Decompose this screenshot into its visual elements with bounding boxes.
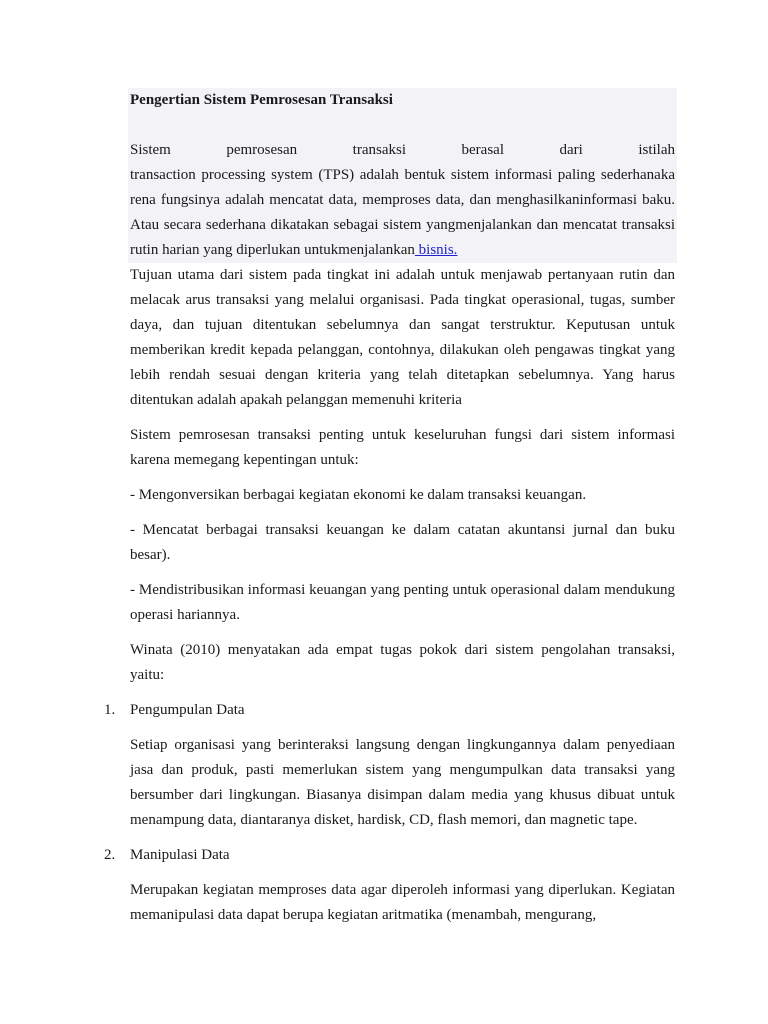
- paragraph-winata: Winata (2010) menyatakan ada empat tugas pokok dari sistem pengolahan transaksi, yaitu:: [130, 642, 675, 683]
- list-item-heading-1: [104, 698, 675, 723]
- bullet-item-2: - Mencatat berbagai transaksi keuangan ke dalam catatan akuntansi jurnal dan buku besar).: [130, 522, 675, 563]
- intro-paragraph: [130, 163, 675, 263]
- blank-line: [130, 113, 675, 138]
- list-item-body-2: Merupakan kegiatan memproses data agar diperoleh informasi yang diperlukan. Kegiatan memanipulasi data dapat berupa kegiatan aritmatika (menambah, mengurang,: [130, 882, 675, 923]
- intro-text: transaction processing system (TPS) adalah bentuk sistem informasi paling sederhanaka rena fungsinya adalah mencatat data, memproses data, dan menghasilkaninformasi baku. Atau secara sederhana dikatakan sebagai sistem yangmenjalankan dan mencatat transaksi rutin harian yang diperlukan untukmenjalankan: [130, 167, 675, 258]
- paragraph-tujuan: Tujuan utama dari sistem pada tingkat ini adalah untuk menjawab pertanyaan rutin dan melacak arus transaksi yang melalui organisasi. Pada tingkat operasional, tugas, sumber daya, dan tujuan ditentukan sebelumnya dan sangat terstruktur. Keputusan untuk memberikan kredit kepada pelanggan, contohnya, dilakukan oleh pengawas tingkat yang lebih rendah sesuai dengan kriteria yang telah ditetapkan sebelumnya. Yang harus ditentukan adalah apakah pelanggan memenuhi kriteria: [130, 267, 675, 408]
- list-number-2: 2.: [104, 847, 116, 863]
- list-item-heading-2: [104, 843, 675, 868]
- highlighted-block: [128, 88, 677, 263]
- bullet-item-1: - Mengonversikan berbagai kegiatan ekonomi ke dalam transaksi keuangan.: [130, 487, 587, 503]
- bullet-item-3: - Mendistribusikan informasi keuangan yang penting untuk operasional dalam mendukung operasi hariannya.: [130, 582, 675, 623]
- list-number-1: 1.: [104, 702, 116, 718]
- bisnis-link[interactable]: bisnis.: [414, 242, 458, 258]
- document-title: Pengertian Sistem Pemrosesan Transaksi: [130, 92, 393, 108]
- list-heading-text-1: Pengumpulan Data: [130, 702, 245, 718]
- list-item-body-1: Setiap organisasi yang berinteraksi langsung dengan lingkungannya dalam penyediaan jasa dan produk, pasti memerlukan sistem yang mengumpulkan data transaksi yang bersumber dari lingkungan. Biasanya disimpan dalam media yang khusus dibuat untuk menampung data, diantaranya disket, hardisk, CD, flash memori, dan magnetic tape.: [130, 737, 675, 828]
- intro-first-line: Sistem pemrosesan transaksi berasal dari istilah: [130, 142, 675, 158]
- document-content: [104, 88, 675, 928]
- list-heading-text-2: Manipulasi Data: [130, 847, 230, 863]
- paragraph-penting: Sistem pemrosesan transaksi penting untuk keseluruhan fungsi dari sistem informasi karena memegang kepentingan untuk:: [130, 427, 675, 468]
